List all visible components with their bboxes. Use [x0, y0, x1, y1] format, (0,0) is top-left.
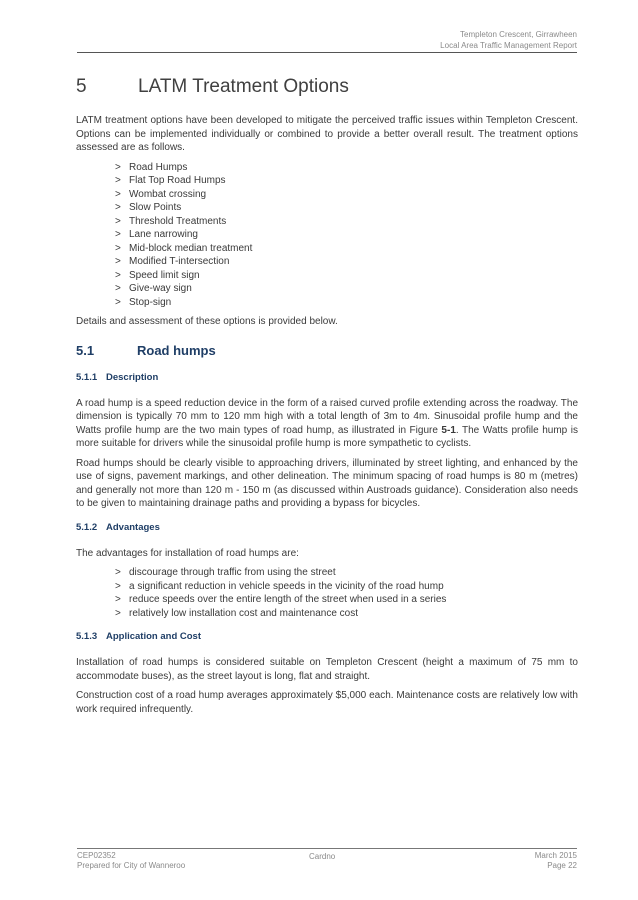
bullet-marker: > [115, 202, 121, 213]
header-project: Templeton Crescent, Girrawheen [460, 30, 577, 39]
section-intro: LATM treatment options have been developed to mitigate the perceived traffic issues within Templeton Crescent. Options can be implemented individually or combined to provide a better overall result. The treatment options assessed are as follows. [76, 115, 578, 153]
footer-date: March 2015 [534, 851, 577, 860]
advantages-number: 5.1.2 [76, 521, 98, 533]
list-item [115, 174, 578, 188]
figure-reference: 5-1 [441, 424, 456, 436]
description-paragraph-1 [76, 397, 578, 451]
page-header [77, 29, 577, 53]
footer-prepared: Prepared for City of Wanneroo [77, 861, 186, 870]
advantages-list [76, 566, 578, 620]
list-item-text: Threshold Treatments [129, 215, 227, 227]
bullet-marker: > [115, 283, 121, 294]
list-item [115, 566, 578, 580]
list-item-text: Give-way sign [129, 283, 192, 294]
application-paragraph-1: Installation of road humps is considered suitable on Templeton Crescent (height a maximum of 75 mm to accommodate buses), as the street layout is long, flat and straight. [76, 657, 578, 682]
description-p1-text: A road hump is a speed reduction device in the form of a raised curved profile extending across the roadway. The dimension is typically 70 mm to 120 mm high with a total length of 3m to 4m. Sinusoidal profile hump and the Watts profile hump are the two main types of road hump, as illustrated in Figure [76, 397, 578, 436]
list-item-text: reduce speeds over the entire length of the street when used in a series [129, 594, 447, 605]
description-heading [76, 372, 578, 383]
list-item-text: Mid-block median treatment [129, 242, 253, 254]
subsection-title: Road humps [137, 342, 216, 358]
bullet-marker: > [115, 269, 121, 281]
description-title: Description [106, 371, 159, 383]
section-title: LATM Treatment Options [138, 76, 349, 97]
list-item [115, 228, 578, 242]
description-paragraph-2: Road humps should be clearly visible to approaching drivers, illuminated by street lighting, and enhanced by the use of signs, pavement markings, and other delineation. The minimum spacing of road humps is 80 m (metres) and generally not more than 120 m - 150 m (as discussed within Austroads guidance). Consideration also needs to be given to maintaining drainage paths and providing a bypass for bicycles. [76, 457, 578, 509]
footer-company: Cardno [309, 852, 336, 861]
section-number: 5 [76, 76, 87, 97]
list-item [115, 296, 578, 310]
advantages-heading [76, 522, 578, 533]
list-item [115, 161, 578, 175]
bullet-marker: > [115, 175, 121, 186]
list-item-text: Flat Top Road Humps [129, 175, 226, 186]
application-heading [76, 631, 578, 642]
treatment-options-list [76, 161, 578, 310]
advantages-intro: The advantages for installation of road humps are: [76, 547, 299, 559]
list-item [115, 201, 578, 215]
list-item [115, 282, 578, 296]
page-footer [77, 848, 577, 871]
list-item [115, 607, 578, 621]
list-item [115, 215, 578, 229]
subsection-number: 5.1 [76, 342, 95, 358]
bullet-marker: > [115, 567, 121, 578]
section-after-list: Details and assessment of these options is provided below. [76, 316, 338, 327]
list-item-text: Road Humps [129, 161, 188, 173]
list-item-text: Speed limit sign [129, 269, 200, 281]
bullet-marker: > [115, 580, 121, 592]
bullet-marker: > [115, 188, 121, 200]
section-heading [76, 74, 578, 100]
list-item-text: Lane narrowing [129, 229, 198, 240]
list-item-text: Slow Points [129, 202, 182, 213]
bullet-marker: > [115, 256, 121, 267]
application-paragraph-2: Construction cost of a road hump averages approximately $5,000 each. Maintenance costs are relatively low with work required infrequently. [76, 690, 578, 715]
footer-ref: CEP02352 [77, 851, 116, 860]
list-item [115, 269, 578, 283]
subsection-heading [76, 343, 578, 358]
application-title: Application and Cost [106, 631, 201, 642]
description-p1-text-end: . The Watts profile hump is more suitable for drivers while the sinusoidal profile hump is more sympathetic to cyclists. [76, 424, 578, 449]
list-item-text: Modified T-intersection [129, 256, 230, 267]
bullet-marker: > [115, 215, 121, 227]
footer-page: Page 22 [547, 861, 577, 870]
description-number: 5.1.1 [76, 371, 98, 383]
list-item [115, 580, 578, 594]
bullet-marker: > [115, 242, 121, 254]
advantages-title: Advantages [106, 521, 160, 533]
list-item-text: Wombat crossing [129, 188, 207, 200]
page-content [76, 74, 578, 722]
bullet-marker: > [115, 161, 121, 173]
list-item-text: relatively low installation cost and maintenance cost [129, 607, 359, 619]
bullet-marker: > [115, 296, 121, 308]
bullet-marker: > [115, 229, 121, 240]
list-item [115, 188, 578, 202]
list-item [115, 242, 578, 256]
list-item-text: discourage through traffic from using the street [129, 567, 336, 578]
list-item-text: a significant reduction in vehicle speeds in the vicinity of the road hump [129, 580, 444, 592]
list-item [115, 593, 578, 607]
application-number: 5.1.3 [76, 631, 98, 642]
header-report-title: Local Area Traffic Management Report [440, 41, 577, 50]
bullet-marker: > [115, 594, 121, 605]
list-item [115, 255, 578, 269]
bullet-marker: > [115, 607, 121, 619]
list-item-text: Stop-sign [129, 296, 172, 308]
